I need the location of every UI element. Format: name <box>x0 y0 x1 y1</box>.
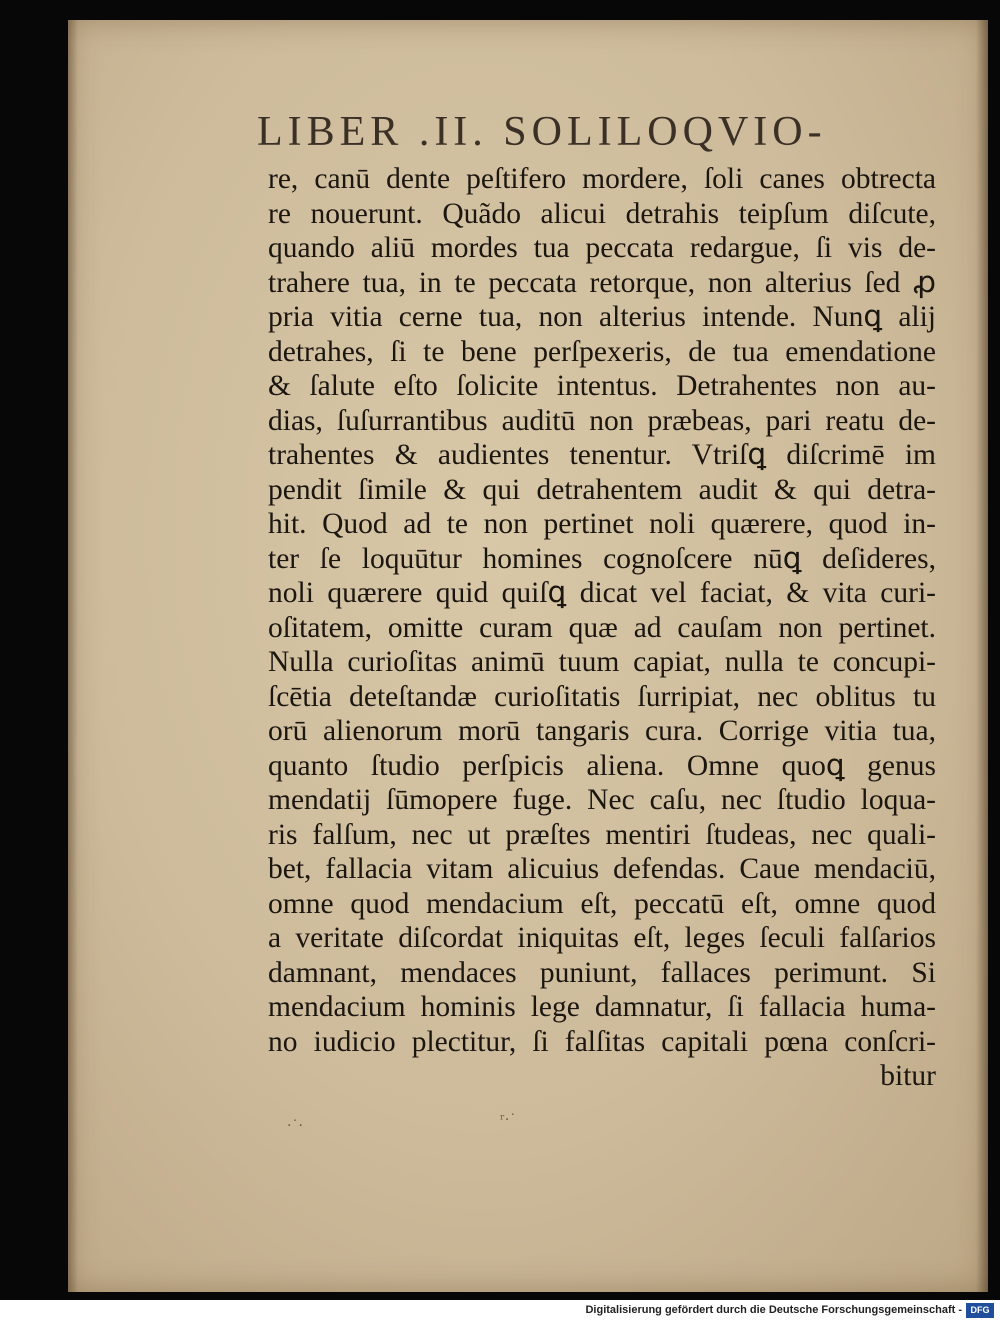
text-line: Nulla curioſitas animū tuum capiat, nulla te concupi- <box>268 646 936 678</box>
text-line: quanto ſtudio perſpicis aliena. Omne quoꝗ genus <box>268 749 936 782</box>
text-line: hit. Quod ad te non pertinet noli quærere, quod in- <box>268 508 936 540</box>
text-line: dias, ſuſurrantibus auditū non præbeas, pari reatu de- <box>268 404 936 437</box>
text-line: bitur <box>880 1060 936 1092</box>
text-line: oſitatem, omitte curam quæ ad cauſam non pertinet. <box>268 611 936 644</box>
text-line: omne quod mendacium eſt, peccatū eſt, omne quod <box>268 887 936 920</box>
text-line: detrahes, ſi te bene perſpexeris, de tua emendatione <box>268 335 936 368</box>
text-line: pendit ſimile & qui detrahentem audit & qui detra- <box>268 473 936 506</box>
text-line: noli quærere quid quiſꝗ dicat vel faciat, & vita curi- <box>268 577 936 609</box>
body-text <box>268 162 936 1094</box>
text-line: & ſalute eſto ſolicite intentus. Detrahentes non au- <box>268 370 936 402</box>
page-edge-left <box>68 20 78 1292</box>
text-line: re, canū dente peſtifero mordere, ſoli canes obtrecta <box>268 163 936 195</box>
text-line: pria vitia cerne tua, non alterius intende. Nunꝗ alij <box>268 301 936 333</box>
text-line: quando aliū mordes tua peccata redargue, ſi vis de- <box>268 232 936 264</box>
text-line: trahentes & audientes tenentur. Vtriſꝗ diſcrimē im <box>268 439 936 471</box>
text-line: re nouerunt. Quãdo alicui detrahis teipſum diſcute, <box>268 197 936 230</box>
dfg-logo-icon: DFG <box>966 1303 994 1318</box>
page-edge-right <box>976 20 988 1292</box>
text-line: mendatij ſūmopere fuge. Nec caſu, nec ſtudio loqua- <box>268 784 936 816</box>
footer-bar <box>0 1300 1000 1322</box>
text-line: trahere tua, in te peccata retorque, non alterius ſed ꝓ <box>268 266 936 299</box>
text-line: ſcētia deteſtandæ curioſitatis ſurripiat, nec oblitus tu <box>268 680 936 713</box>
running-head: LIBER .II. SOLILOQVIO- <box>257 109 827 155</box>
stray-ink-mark: ·˙· <box>287 1118 303 1134</box>
text-line: orū alienorum morū tangaris cura. Corrige vitia tua, <box>268 715 936 747</box>
text-line: bet, fallacia vitam alicuius defendas. Caue mendaciū, <box>268 853 936 885</box>
text-line: ter ſe loquūtur homines cognoſcere nūꝗ deſideres, <box>268 542 936 575</box>
text-line: ris falſum, nec ut præſtes mentiri ſtudeas, nec quali- <box>268 818 936 851</box>
text-line: a veritate diſcordat iniquitas eſt, leges ſeculi falſarios <box>268 922 936 954</box>
text-line: damnant, mendaces puniunt, fallaces perimunt. Si <box>268 956 936 989</box>
text-line: no iudicio plectitur, ſi falſitas capitali pœna conſcri- <box>268 1025 936 1058</box>
text-line: mendacium hominis lege damnatur, ſi fallacia huma- <box>268 991 936 1023</box>
stray-ink-mark: ʳ·˙ <box>500 1112 517 1128</box>
funding-credit: Digitalisierung gefördert durch die Deutsche Forschungsgemeinschaft - <box>585 1304 962 1316</box>
